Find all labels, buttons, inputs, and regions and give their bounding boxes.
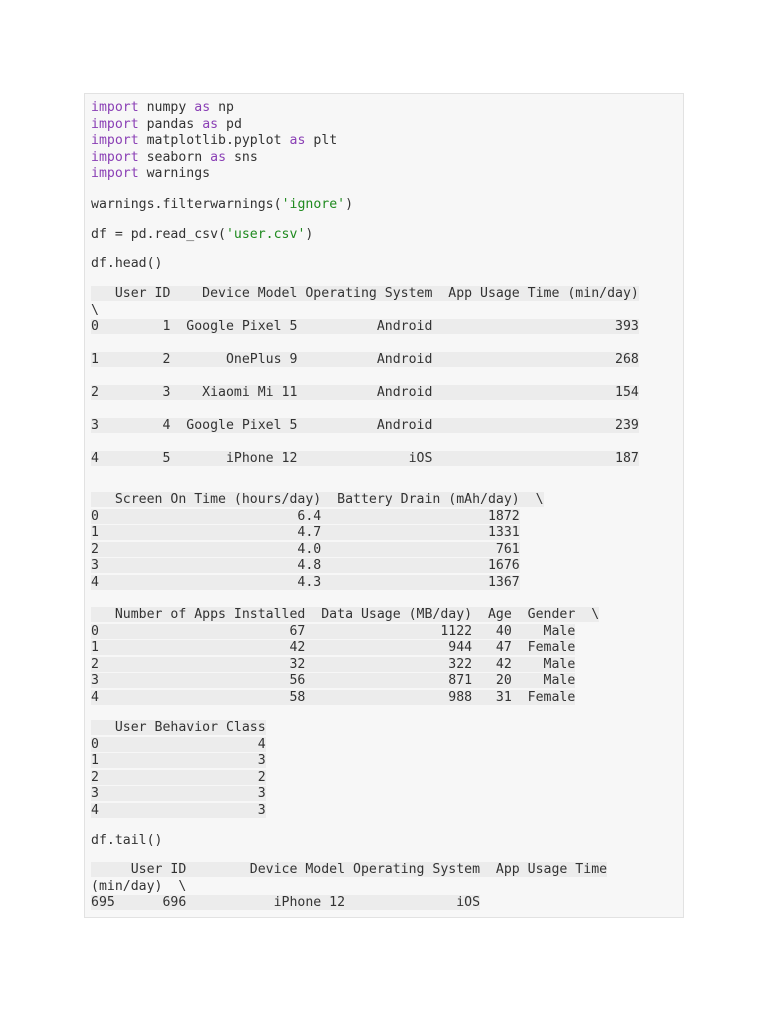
import-line-pandas: import pandas as pd bbox=[91, 116, 242, 132]
table-row: 0 4 bbox=[91, 736, 266, 752]
table-row: 1 3 bbox=[91, 753, 266, 768]
table-row: 4 4.3 1367 bbox=[91, 574, 520, 590]
notebook-cell bbox=[84, 93, 684, 918]
table-header: Number of Apps Installed Data Usage (MB/day) Age Gender \ bbox=[91, 607, 600, 622]
import-line-numpy: import numpy as np bbox=[91, 100, 234, 115]
table-header: User ID Device Model Operating System App Usage Time bbox=[91, 862, 608, 877]
table-row: 4 58 988 31 Female bbox=[91, 689, 576, 705]
table-header: Screen On Time (hours/day) Battery Drain (mAh/day) \ bbox=[91, 492, 544, 507]
import-line-warnings: import warnings bbox=[91, 166, 211, 181]
table-row: 3 56 871 20 Male bbox=[91, 673, 576, 688]
read-csv-call: df = pd.read_csv('user.csv') bbox=[91, 227, 314, 242]
import-line-matplotlib: import matplotlib.pyplot as plt bbox=[91, 133, 338, 148]
head-call: df.head() bbox=[91, 256, 163, 271]
table-row: 2 32 322 42 Male bbox=[91, 656, 576, 672]
table-row: 0 6.4 1872 bbox=[91, 508, 520, 524]
warnings-call: warnings.filterwarnings('ignore') bbox=[91, 197, 354, 212]
tail-table bbox=[91, 862, 607, 912]
head-table-2 bbox=[91, 492, 544, 591]
table-row: 2 2 bbox=[91, 769, 266, 785]
table-header: User Behavior Class bbox=[91, 720, 266, 735]
head-table-3 bbox=[91, 607, 599, 706]
table-row: 4 3 bbox=[91, 802, 266, 818]
line-continuation: \ bbox=[91, 302, 99, 318]
table-row: 695 696 iPhone 12 iOS bbox=[91, 895, 481, 910]
import-block bbox=[91, 100, 337, 183]
table-row: 1 2 OnePlus 9 Android 268 bbox=[91, 352, 639, 367]
table-row: 3 4 Google Pixel 5 Android 239 bbox=[91, 418, 639, 433]
table-row: 3 3 bbox=[91, 786, 266, 801]
import-line-seaborn: import seaborn as sns bbox=[91, 149, 258, 165]
table-row: 0 1 Google Pixel 5 Android 393 bbox=[91, 319, 639, 334]
table-header: User ID Device Model Operating System App Usage Time (min/day) bbox=[91, 286, 639, 301]
head-table-1 bbox=[91, 286, 639, 468]
table-row: 2 3 Xiaomi Mi 11 Android 154 bbox=[91, 385, 639, 400]
table-row: 1 42 944 47 Female bbox=[91, 640, 576, 655]
table-row: 1 4.7 1331 bbox=[91, 525, 520, 540]
table-header-continuation: (min/day) \ bbox=[91, 878, 187, 894]
table-row: 2 4.0 761 bbox=[91, 541, 520, 557]
table-row: 3 4.8 1676 bbox=[91, 558, 520, 573]
table-row: 4 5 iPhone 12 iOS 187 bbox=[91, 451, 639, 466]
tail-call: df.tail() bbox=[91, 833, 163, 848]
head-table-4 bbox=[91, 720, 266, 819]
table-row: 0 67 1122 40 Male bbox=[91, 623, 576, 639]
